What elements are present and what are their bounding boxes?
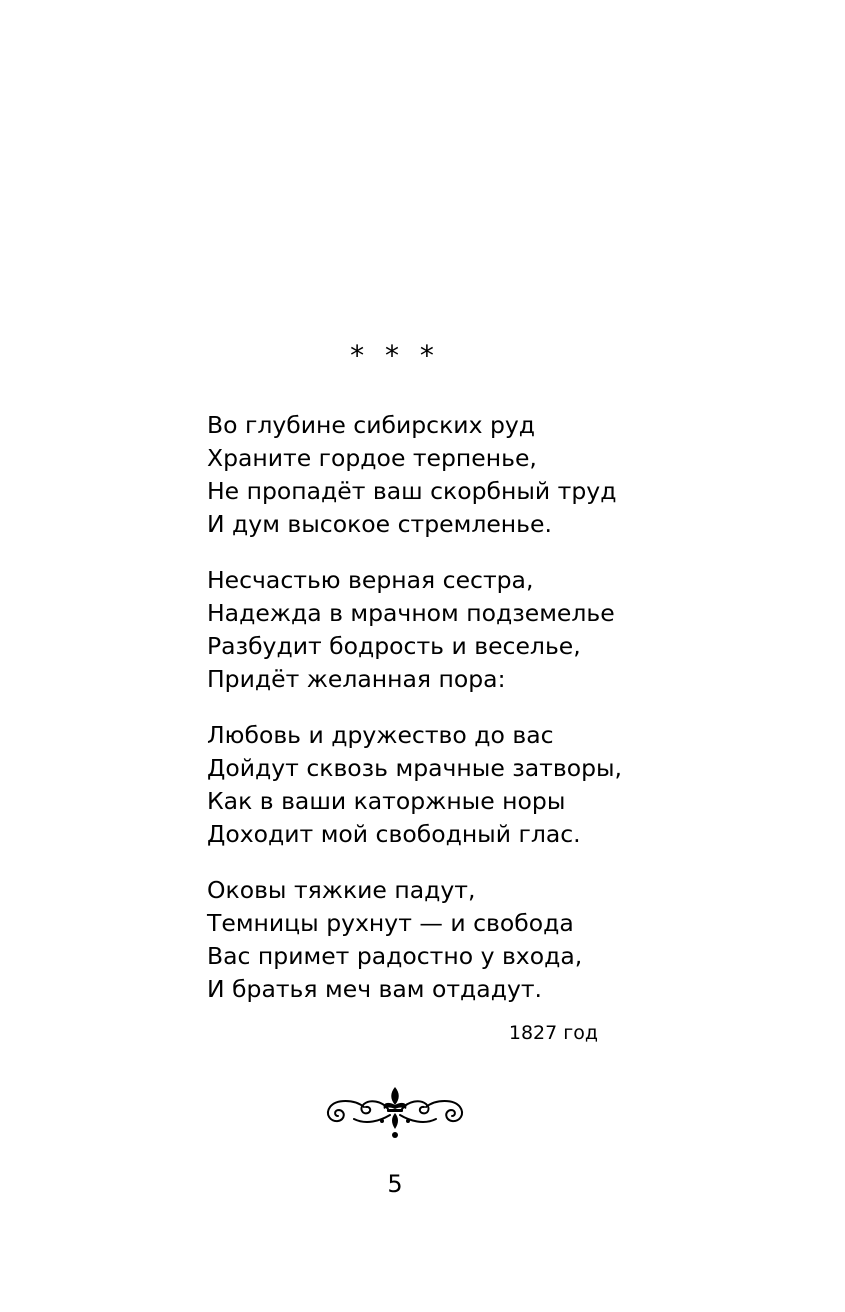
stanza [207,409,627,541]
stanza [207,564,627,696]
page-number: 5 [387,1170,403,1198]
fleuron-ornament-icon [324,1085,466,1141]
poem-line: Во глубине сибирских руд [207,411,536,439]
poem-line: Как в ваши каторжные норы [207,787,566,815]
poem-line: Дойдут сквозь мрачные затворы, [207,754,623,782]
poem-line: Несчастью верная сестра, [207,566,534,594]
poem-line: Храните гордое терпенье, [207,444,537,472]
poem-line: Надежда в мрачном подземелье [207,599,615,627]
stanza [207,874,627,1006]
poem-line: Доходит мой свободный глас. [207,820,581,848]
stanza [207,719,627,851]
poem-line: И братья меч вам отдадут. [207,975,543,1003]
poem-line: И дум высокое стремленье. [207,510,552,538]
poem-line: Любовь и дружество до вас [207,721,554,749]
poem-date: 1827 год [508,1022,598,1044]
poem [207,409,627,1029]
poem-line: Придёт желанная пора: [207,665,506,693]
poem-line: Разбудит бодрость и веселье, [207,632,581,660]
poem-line: Вас примет радостно у входа, [207,942,583,970]
poem-line: Не пропадёт ваш скорбный труд [207,477,617,505]
poem-line: Темницы рухнут — и свобода [207,909,574,937]
poem-line: Оковы тяжкие падут, [207,876,476,904]
section-separator: * * * [350,339,440,372]
